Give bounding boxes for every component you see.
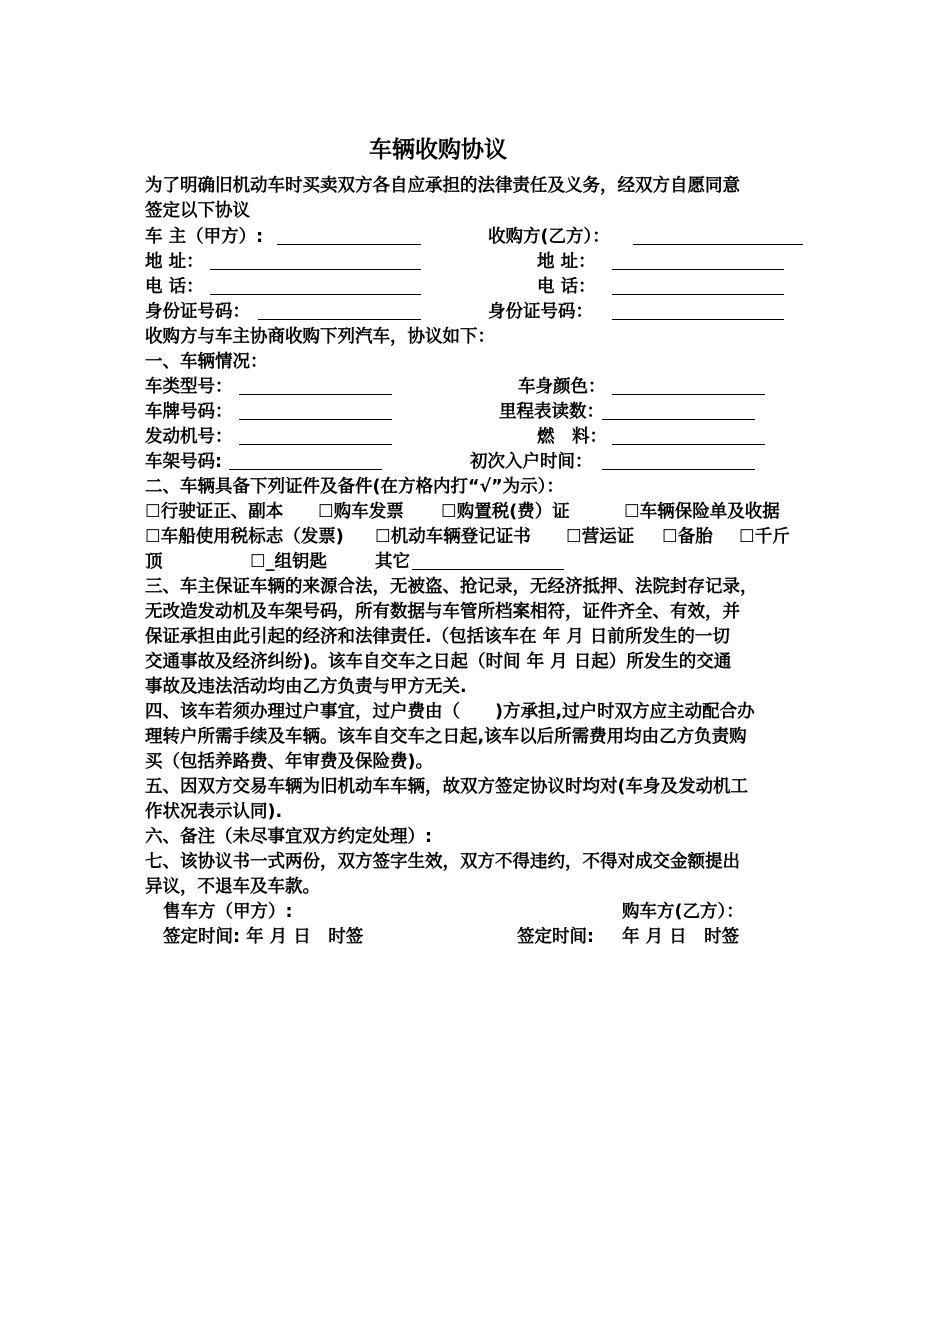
seller-signature-label: 售车方（甲方）: [163,902,293,922]
seller-label: 车 主（甲方）: [145,227,264,247]
checkbox-item[interactable] [441,501,570,523]
buyer-id-field[interactable] [612,319,784,320]
seller-phone-label: 电 话： [145,277,204,297]
fuel-label: 燃 料： [537,427,607,447]
checkbox-icon[interactable]: ☐ [318,502,334,522]
checkbox-item[interactable] [375,526,531,548]
buyer-sign-time: 年 月 日 时签 [622,927,740,947]
checkbox-item[interactable] [624,501,780,523]
buyer-name-field[interactable] [633,244,803,245]
seller-address-label: 地 址： [145,252,204,272]
checkbox-label: 行驶证正、副本 [160,502,284,522]
buyer-sign-time-label: 签定时间: [517,927,594,947]
seller-id-field[interactable] [258,319,421,320]
fuel-field[interactable] [612,444,765,445]
seller-phone-field[interactable] [210,294,421,295]
checkbox-icon[interactable]: ☐ [145,502,161,522]
checkbox-label: 备胎 [677,527,713,547]
section3-line: 事故及违法活动均由乙方负责与甲方无关. [145,677,467,697]
checkbox-item-continued: 顶 [145,552,163,572]
other-label: 其它 [375,552,410,572]
engine-field[interactable] [239,444,392,445]
checkbox-label: 购车发票 [333,502,404,522]
other-field[interactable] [412,569,564,570]
checkbox-item[interactable] [566,526,634,548]
plate-label: 车牌号码： [145,402,233,422]
checkbox-item[interactable] [145,501,283,523]
section5-line: 作状况表示认同). [145,802,283,822]
buyer-signature-label: 购车方(乙方）： [622,902,744,922]
section3-line: 保证承担由此引起的经济和法律责任.（包括该车在 年 月 日前所发生的一切 [145,627,730,647]
seller-name-field[interactable] [277,244,421,245]
mileage-label: 里程表读数： [499,402,604,422]
checkbox-icon[interactable]: ☐ [145,527,161,547]
checkbox-icon[interactable]: ☐ [375,527,391,547]
checkbox-item[interactable] [318,501,404,523]
section6-line: 六、备注（未尽事宜双方约定处理）: [145,827,432,847]
mileage-field[interactable] [602,419,755,420]
model-field[interactable] [239,394,392,395]
section4-line: 四、该车若须办理过户事宜，过户费由（ )方承担,过户时双方应主动配合办 [145,702,755,722]
checkbox-icon[interactable]: ☐ [662,527,678,547]
buyer-id-label: 身份证号码： [488,302,593,322]
buyer-label: 收购方(乙方）： [488,227,610,247]
color-field[interactable] [612,394,765,395]
section3-line: 交通事故及经济纠纷)。该车自交车之日起（时间 年 月 日起）所发生的交通 [145,652,732,672]
section7-line: 异议，不退车及车款。 [145,877,320,897]
engine-label: 发动机号： [145,427,233,447]
section3-line: 无改造发动机及车架号码，所有数据与车管所档案相符，证件齐全、有效，并 [145,602,740,622]
plate-field[interactable] [239,419,392,420]
document-title: 车辆收购协议 [369,137,507,163]
checkbox-label: 购置税(费）证 [456,502,570,522]
checkbox-icon[interactable]: ☐ [441,502,457,522]
section4-line: 买（包括养路费、年审费及保险费)。 [145,752,433,772]
section3-line: 三、车主保证车辆的来源合法，无被盗、抢记录，无经济抵押、法院封存记录， [145,577,758,597]
checkbox-item[interactable] [662,526,713,548]
seller-id-label: 身份证号码： [145,302,250,322]
buyer-address-field[interactable] [612,269,784,270]
section2-heading: 二、车辆具备下列证件及备件(在方格内打“√”为示）： [145,477,564,497]
checkbox-label: 车辆保险单及收据 [639,502,780,522]
frame-field[interactable] [229,469,382,470]
checkbox-icon[interactable]: ☐ [250,552,266,572]
checkbox-item[interactable] [739,526,790,548]
intro-line-2: 签定以下协议 [145,201,250,221]
intro-line-1: 为了明确旧机动车时买卖双方各自应承担的法律责任及义务，经双方自愿同意 [145,176,740,196]
frame-label: 车架号码: [145,452,222,472]
seller-sign-time: 签定时间: 年 月 日 时签 [163,927,364,947]
section7-line: 七、该协议书一式两份，双方签字生效，双方不得违约，不得对成交金额提出 [145,852,740,872]
section5-line: 五、因双方交易车辆为旧机动车车辆，故双方签定协议时均对(车身及发动机工 [145,777,748,797]
section4-line: 理转户所需手续及车辆。该车自交车之日起,该车以后所需费用均由乙方负责购 [145,727,747,747]
first-reg-label: 初次入户时间： [470,452,593,472]
color-label: 车身颜色： [518,377,606,397]
agreement-line: 收购方与车主协商收购下列汽车，协议如下： [145,327,495,347]
checkbox-icon[interactable]: ☐ [739,527,755,547]
buyer-phone-field[interactable] [612,294,784,295]
buyer-address-label: 地 址： [537,252,596,272]
model-label: 车类型号： [145,377,233,397]
checkbox-item[interactable] [145,526,344,548]
checkbox-label: 车船使用税标志（发票) [160,527,344,547]
checkbox-label: 机动车辆登记证书 [390,527,531,547]
section1-heading: 一、车辆情况： [145,352,268,372]
buyer-phone-label: 电 话： [537,277,596,297]
checkbox-label: 千斤 [754,527,790,547]
checkbox-icon[interactable]: ☐ [566,527,582,547]
checkbox-item[interactable] [250,551,327,573]
first-reg-field[interactable] [602,469,755,470]
checkbox-label: 营运证 [581,527,635,547]
checkbox-icon[interactable]: ☐ [624,502,640,522]
checkbox-label: _组钥匙 [265,552,327,572]
seller-address-field[interactable] [210,269,421,270]
